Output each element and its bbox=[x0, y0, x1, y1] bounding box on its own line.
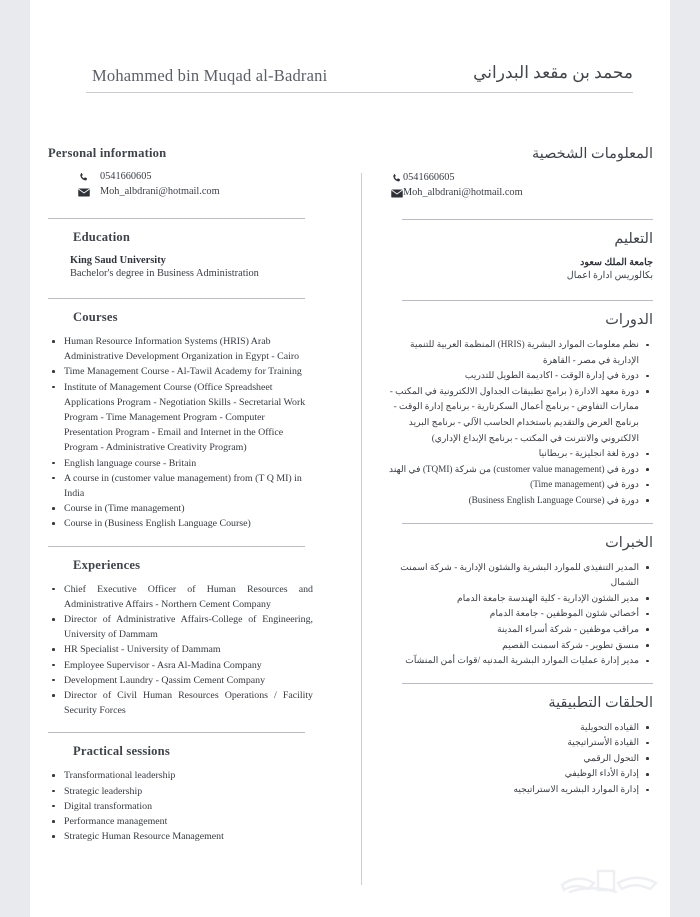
section-title: الدورات bbox=[605, 312, 653, 328]
list-item: أخصائي شئون الموظفين - جامعة الدمام bbox=[380, 606, 653, 622]
header-divider bbox=[86, 92, 633, 93]
section-personal-information-english bbox=[48, 146, 323, 199]
experiences-list bbox=[380, 560, 653, 669]
section-title: Practical sessions bbox=[73, 744, 170, 759]
courses-list bbox=[48, 334, 323, 532]
list-item: التحول الرقمي bbox=[380, 751, 653, 767]
list-item: Development Laundry - Qassim Cement Company bbox=[48, 673, 323, 688]
education-institution: جامعة الملك سعود bbox=[580, 257, 653, 268]
resume-body bbox=[30, 146, 670, 906]
courses-list bbox=[380, 337, 653, 509]
section-education-english bbox=[48, 218, 323, 280]
envelope-icon bbox=[390, 187, 403, 200]
phone-number: 0541660605 bbox=[100, 171, 152, 182]
list-item: دورة في (Business English Language Course) bbox=[380, 493, 653, 509]
list-item: المدير التنفيذي للموارد البشرية والشئون الإدارية - شركة اسمنت الشمال bbox=[380, 560, 653, 591]
education-degree: Bachelor's degree in Business Administration bbox=[70, 268, 259, 279]
section-title: المعلومات الشخصية bbox=[531, 146, 653, 162]
contact-phone[interactable] bbox=[380, 171, 653, 185]
education-entry bbox=[380, 256, 653, 282]
section-courses-english bbox=[48, 298, 323, 532]
section-title: Experiences bbox=[73, 557, 141, 572]
list-item: Performance management bbox=[48, 814, 323, 829]
list-item: مدير الشئون الإدارية - كلية الهندسة جامعة الدمام bbox=[380, 591, 653, 607]
section-divider bbox=[402, 683, 653, 684]
list-item: HR Specialist - University of Dammam bbox=[48, 642, 323, 657]
section-divider bbox=[402, 300, 653, 301]
contact-email[interactable] bbox=[380, 186, 653, 200]
list-item: Human Resource Information Systems (HRIS) Arab Administrative Development Organization in Egypt - Cairo bbox=[48, 334, 323, 364]
list-item: Time Management Course - Al-Tawil Academy for Training bbox=[48, 364, 323, 379]
list-item: A course in (customer value management) from (T Q MI) in India bbox=[48, 471, 323, 501]
section-education-arabic bbox=[380, 219, 653, 282]
spacer bbox=[48, 280, 323, 298]
list-item: مراقب موظفين - شركة أسراء المدينة bbox=[380, 622, 653, 638]
practical-sessions-list bbox=[380, 720, 653, 798]
list-item: Course in (Time management) bbox=[48, 501, 323, 516]
list-item: القيادة الأستراتيجية bbox=[380, 735, 653, 751]
phone-icon bbox=[390, 172, 403, 185]
education-entry bbox=[48, 254, 323, 280]
section-practical-sessions-arabic bbox=[380, 683, 653, 798]
phone-number: 0541660605 bbox=[403, 172, 455, 183]
candidate-name-arabic: محمد بن مقعد البدراني bbox=[473, 63, 633, 82]
section-divider bbox=[402, 523, 653, 524]
column-divider bbox=[361, 173, 362, 885]
section-practical-sessions-english bbox=[48, 732, 323, 844]
experiences-list bbox=[48, 582, 323, 719]
education-degree: بكالوريس ادارة اعمال bbox=[566, 270, 653, 281]
section-title: Education bbox=[73, 230, 131, 244]
list-item: دورة معهد الادارة ( برامج تطبيقات الجداول الالكترونية في المكتب - ممارات التفاوض - برنامج أعمال السكرتارية - برنامج إدارة الوقت - برنامج العرض والتقديم باستخدام الحاسب الآلي - برنامج البريد الالكتروني والانترنت في المكتب - برنامج الإبداع الإداري) bbox=[380, 384, 653, 446]
spacer bbox=[380, 509, 653, 523]
list-item: دورة في (customer value management) من شركة (TQMI) في الهند bbox=[380, 462, 653, 478]
list-item: إدارة الأداء الوظيفي bbox=[380, 766, 653, 782]
list-item: Strategic Human Resource Management bbox=[48, 829, 323, 844]
spacer bbox=[380, 201, 653, 219]
list-item: القياده التحويلية bbox=[380, 720, 653, 736]
list-item: English language course - Britain bbox=[48, 456, 323, 471]
section-personal-information-arabic bbox=[380, 146, 653, 200]
email-address: Moh_albdrani@hotmail.com bbox=[403, 187, 523, 198]
section-title: التعليم bbox=[614, 231, 653, 247]
list-item: نظم معلومات الموارد البشرية (HRIS) المنظمة العربية للتنمية الإدارية في مصر - القاهرة bbox=[380, 337, 653, 368]
spacer bbox=[380, 669, 653, 683]
email-address: Moh_albdrani@hotmail.com bbox=[100, 186, 220, 197]
spacer bbox=[380, 282, 653, 300]
list-item: مدير إدارة عمليات الموارد البشرية المدنيه /قوات أمن المنشآت bbox=[380, 653, 653, 669]
section-title: Courses bbox=[73, 310, 118, 324]
envelope-icon bbox=[77, 186, 90, 199]
list-item: Course in (Business English Language Course) bbox=[48, 516, 323, 531]
section-experiences-arabic bbox=[380, 523, 653, 669]
section-title: Personal information bbox=[48, 146, 167, 160]
section-divider bbox=[48, 218, 305, 219]
section-title: الخبرات bbox=[605, 534, 653, 551]
list-item: Director of Administrative Affairs-College of Engineering, University of Dammam bbox=[48, 612, 323, 642]
contact-email[interactable] bbox=[48, 185, 323, 199]
contact-phone[interactable] bbox=[48, 170, 323, 184]
section-experiences-english bbox=[48, 546, 323, 719]
contact-list bbox=[48, 170, 323, 199]
phone-icon bbox=[77, 171, 90, 184]
section-divider bbox=[48, 732, 305, 733]
list-item: دورة في إدارة الوقت - اكاديمة الطويل للتدريب bbox=[380, 368, 653, 384]
resume-page bbox=[30, 0, 670, 917]
english-column bbox=[48, 146, 323, 844]
list-item: منسق تطوير - شركة اسمنت القصيم bbox=[380, 638, 653, 654]
spacer bbox=[48, 532, 323, 546]
spacer bbox=[48, 200, 323, 218]
spacer bbox=[48, 718, 323, 732]
list-item: دورة في (Time management) bbox=[380, 477, 653, 493]
list-item: Director of Civil Human Resources Operations / Facility Security Forces bbox=[48, 688, 323, 718]
section-courses-arabic bbox=[380, 300, 653, 509]
list-item: Employee Supervisor - Asra Al-Madina Company bbox=[48, 658, 323, 673]
resume-header bbox=[86, 63, 633, 126]
contact-list bbox=[380, 171, 653, 200]
list-item: Digital transformation bbox=[48, 799, 323, 814]
list-item: Institute of Management Course (Office Spreadsheet Applications Program - Negotiation Skills - Secretarial Work Program - Time Management Program - Computer Presentation Program - Email and Internet in the Office Program - Administrative Creativity Program) bbox=[48, 380, 323, 456]
list-item: دورة لغة انجليزية - بريطانيا bbox=[380, 446, 653, 462]
list-item: Transformational leadership bbox=[48, 768, 323, 783]
candidate-name-english: Mohammed bin Muqad al-Badrani bbox=[92, 66, 328, 85]
education-institution: King Saud University bbox=[70, 255, 166, 266]
list-item: إدارة الموارد البشريه الاستراتيجيه bbox=[380, 782, 653, 798]
list-item: Chief Executive Officer of Human Resources and Administrative Affairs - Northern Cement Company bbox=[48, 582, 323, 612]
section-divider bbox=[48, 298, 305, 299]
arabic-column bbox=[380, 146, 653, 798]
list-item: Strategic leadership bbox=[48, 784, 323, 799]
practical-sessions-list bbox=[48, 768, 323, 844]
section-divider bbox=[48, 546, 305, 547]
section-divider bbox=[402, 219, 653, 220]
section-title: الحلقات التطبيقية bbox=[548, 694, 653, 711]
